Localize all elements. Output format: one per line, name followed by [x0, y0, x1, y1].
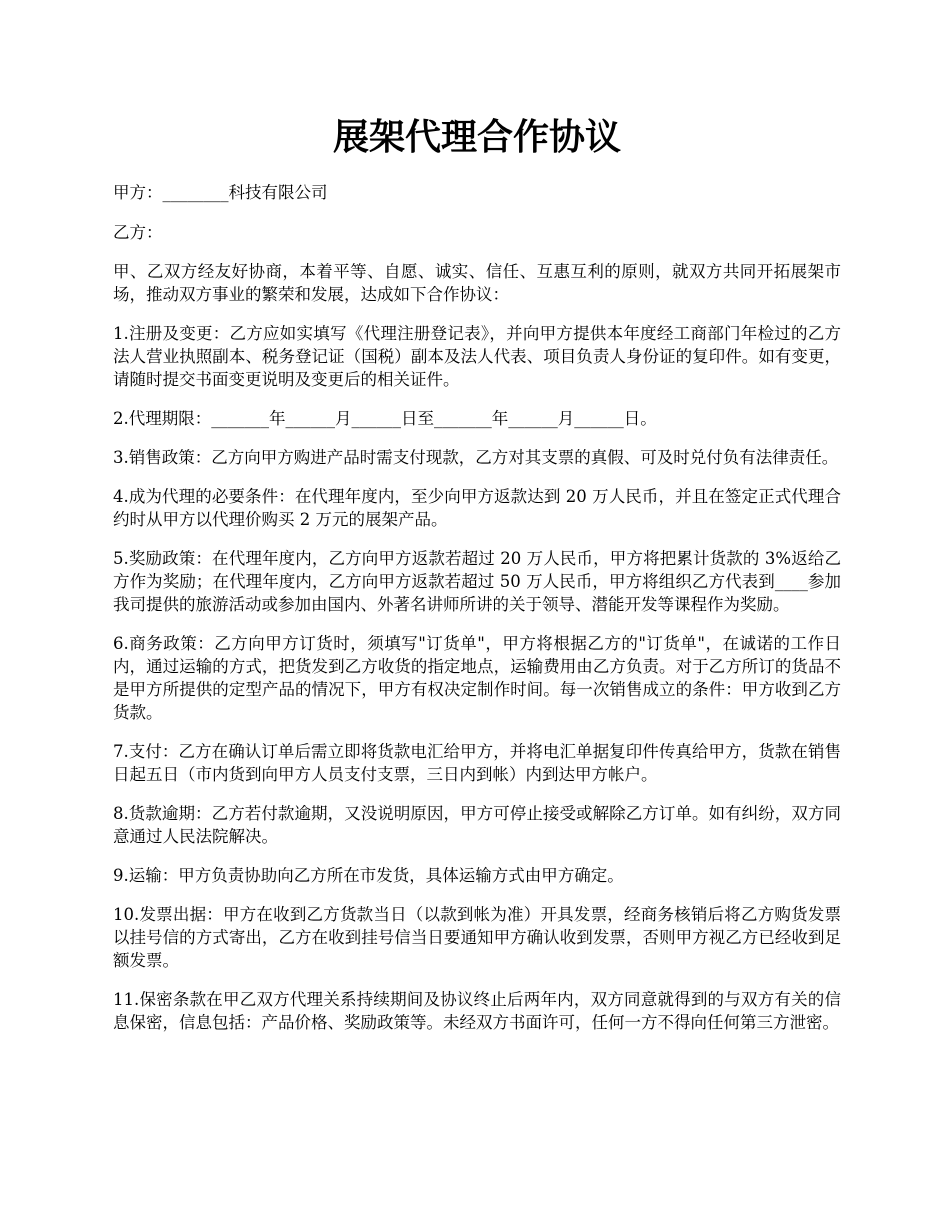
clause-invoice: 10.发票出据：甲方在收到乙方货款当日（以款到帐为准）开具发票，经商务核销后将乙方购货发票以挂号信的方式寄出，乙方在收到挂号信当日要通知甲方确认收到发票，否则甲方视乙方已经收到足额发票。	[113, 905, 841, 970]
clause-transport: 9.运输：甲方负责协助向乙方所在市发货，具体运输方式由甲方确定。	[113, 866, 624, 885]
clause-business-policy: 6.商务政策：乙方向甲方订货时，须填写"订货单"，甲方将根据乙方的"订货单"，在诚诺的工作日内，通过运输的方式，把货发到乙方收货的指定地点，运输费用由乙方负责。对于乙方所订的货品不是甲方所提供的定型产品的情况下，甲方有权决定制作时间。每一次销售成立的条件：甲方收到乙方货款。	[113, 634, 841, 722]
intro-paragraph: 甲、乙双方经友好协商，本着平等、自愿、诚实、信任、互惠互利的原则，就双方共同开拓展架市场，推动双方事业的繁荣和发展，达成如下合作协议：	[113, 262, 841, 304]
clause-overdue-payment: 8.货款逾期：乙方若付款逾期，又没说明原因，甲方可停止接受或解除乙方订单。如有纠纷，双方同意通过人民法院解决。	[113, 804, 841, 846]
party-a-line: 甲方：________科技有限公司	[113, 183, 328, 202]
contract-page	[113, 0, 841, 1034]
clause-reward-policy: 5.奖励政策：在代理年度内，乙方向甲方返款若超过 20 万人民币，甲方将把累计货款的 3%返给乙方作为奖励；在代理年度内，乙方向甲方返款若超过 50 万人民币，甲方将组织乙方代表到____参加我司提供的旅游活动或参加由国内、外著名讲师所讲的关于领导、潜能开发等课程作为奖励。	[113, 549, 841, 614]
clause-agency-term: 2.代理期限：_______年______月______日至_______年______月______日。	[113, 409, 657, 428]
clause-agency-requirements: 4.成为代理的必要条件：在代理年度内，至少向甲方返款达到 20 万人民币，并且在签定正式代理合约时从甲方以代理价购买 2 万元的展架产品。	[113, 487, 841, 529]
party-b-line: 乙方：	[113, 223, 163, 242]
page-title: 展架代理合作协议	[332, 116, 621, 158]
clause-registration: 1.注册及变更：乙方应如实填写《代理注册登记表》，并向甲方提供本年度经工商部门年检过的乙方法人营业执照副本、税务登记证（国税）副本及法人代表、项目负责人身份证的复印件。如有变更，请随时提交书面变更说明及变更后的相关证件。	[113, 324, 841, 389]
clause-payment: 7.支付：乙方在确认订单后需立即将货款电汇给甲方，并将电汇单据复印件传真给甲方，货款在销售日起五日（市内货到向甲方人员支付支票，三日内到帐）内到达甲方帐户。	[113, 742, 841, 784]
clause-sales-policy: 3.销售政策：乙方向甲方购进产品时需支付现款，乙方对其支票的真假、可及时兑付负有法律责任。	[113, 448, 839, 467]
clause-confidentiality: 11.保密条款在甲乙双方代理关系持续期间及协议终止后两年内，双方同意就得到的与双方有关的信息保密，信息包括：产品价格、奖励政策等。未经双方书面许可，任何一方不得向任何第三方泄密。	[113, 990, 841, 1032]
